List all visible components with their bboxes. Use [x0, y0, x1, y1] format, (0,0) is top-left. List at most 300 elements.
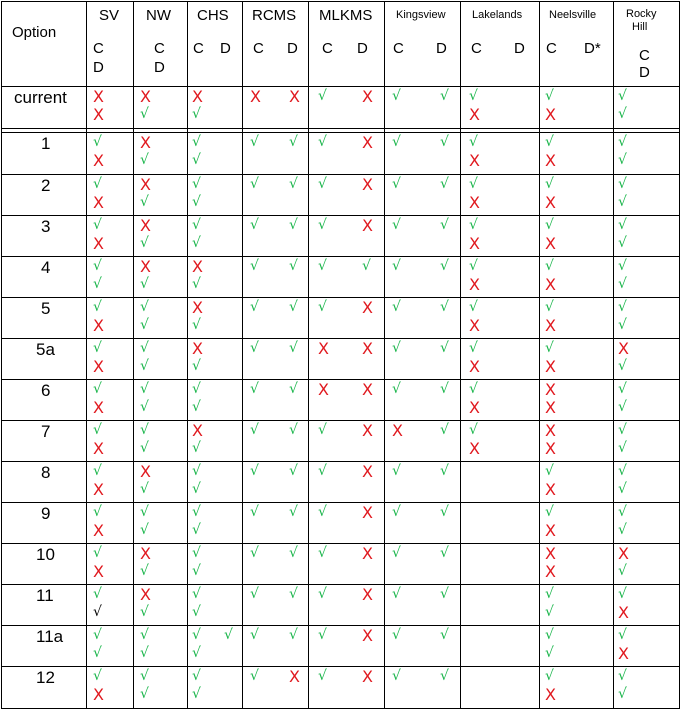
check-mark: √	[93, 422, 102, 438]
row-divider	[1, 297, 680, 298]
check-mark: √	[392, 299, 401, 315]
check-mark: √	[192, 463, 201, 479]
check-mark: √	[618, 399, 627, 415]
check-mark: √	[618, 504, 627, 520]
check-mark: √	[93, 604, 102, 620]
check-mark: √	[93, 668, 102, 684]
check-mark: √	[140, 563, 149, 579]
check-mark: √	[289, 217, 298, 233]
x-mark: X	[362, 87, 373, 106]
c-subheader: C	[471, 40, 482, 57]
check-mark: √	[618, 422, 627, 438]
x-mark: X	[469, 398, 480, 417]
check-mark: √	[618, 440, 627, 456]
check-mark: √	[93, 586, 102, 602]
column-divider	[679, 1, 680, 709]
check-mark: √	[192, 358, 201, 374]
check-mark: √	[192, 176, 201, 192]
check-mark: √	[192, 381, 201, 397]
check-mark: √	[289, 340, 298, 356]
x-mark: X	[140, 585, 151, 604]
x-mark: X	[545, 562, 556, 581]
x-mark: X	[192, 421, 203, 440]
check-mark: √	[192, 276, 201, 292]
check-mark: √	[469, 381, 478, 397]
check-mark: √	[440, 176, 449, 192]
x-mark: X	[618, 544, 629, 563]
x-mark: X	[93, 398, 104, 417]
school-header: Rocky	[626, 8, 657, 20]
check-mark: √	[618, 317, 627, 333]
check-mark: √	[392, 340, 401, 356]
check-mark: √	[140, 152, 149, 168]
x-mark: X	[469, 151, 480, 170]
check-mark: √	[289, 627, 298, 643]
check-mark: √	[192, 194, 201, 210]
option-label: current	[14, 88, 67, 107]
check-mark: √	[93, 627, 102, 643]
check-mark: √	[192, 235, 201, 251]
check-mark: √	[440, 668, 449, 684]
check-mark: √	[362, 258, 371, 274]
x-mark: X	[93, 151, 104, 170]
d-subheader: D	[514, 40, 525, 57]
check-mark: √	[440, 627, 449, 643]
check-mark: √	[140, 481, 149, 497]
check-mark: √	[545, 504, 554, 520]
row-divider	[1, 174, 680, 175]
x-mark: X	[362, 626, 373, 645]
check-mark: √	[250, 627, 259, 643]
x-mark: X	[192, 298, 203, 317]
check-mark: √	[318, 299, 327, 315]
x-mark: X	[469, 193, 480, 212]
check-mark: √	[392, 586, 401, 602]
c-subheader: C	[253, 40, 264, 57]
check-mark: √	[224, 627, 233, 643]
check-mark: √	[250, 299, 259, 315]
check-mark: √	[192, 317, 201, 333]
check-mark: √	[618, 258, 627, 274]
c-subheader: C	[93, 40, 104, 57]
check-mark: √	[93, 134, 102, 150]
row-divider	[1, 1, 680, 2]
check-mark: √	[545, 134, 554, 150]
x-mark: X	[93, 316, 104, 335]
option-header: Option	[12, 24, 57, 41]
x-mark: X	[289, 667, 300, 686]
d-subheader: D	[154, 59, 165, 76]
check-mark: √	[93, 504, 102, 520]
x-mark: X	[545, 398, 556, 417]
row-divider	[1, 666, 680, 667]
column-divider	[539, 1, 540, 709]
check-mark: √	[318, 668, 327, 684]
check-mark: √	[618, 152, 627, 168]
option-label: 9	[41, 504, 51, 523]
check-mark: √	[250, 463, 259, 479]
column-divider	[133, 1, 134, 709]
x-mark: X	[140, 87, 151, 106]
x-mark: X	[618, 339, 629, 358]
check-mark: √	[440, 258, 449, 274]
school-header: SV	[99, 7, 120, 24]
row-divider	[1, 379, 680, 380]
check-mark: √	[192, 106, 201, 122]
x-mark: X	[318, 380, 329, 399]
check-mark: √	[289, 381, 298, 397]
check-mark: √	[192, 134, 201, 150]
x-mark: X	[93, 439, 104, 458]
c-subheader: C	[322, 40, 333, 57]
option-label: 7	[41, 422, 51, 441]
column-divider	[1, 1, 2, 709]
check-mark: √	[93, 299, 102, 315]
option-label: 4	[41, 258, 51, 277]
x-mark: X	[469, 357, 480, 376]
row-divider	[1, 584, 680, 585]
x-mark: X	[545, 193, 556, 212]
check-mark: √	[618, 586, 627, 602]
check-mark: √	[469, 176, 478, 192]
c-subheader: C	[639, 47, 650, 64]
x-mark: X	[289, 87, 300, 106]
check-mark: √	[618, 276, 627, 292]
check-mark: √	[545, 299, 554, 315]
check-mark: √	[140, 235, 149, 251]
check-mark: √	[545, 586, 554, 602]
check-mark: √	[440, 545, 449, 561]
x-mark: X	[362, 216, 373, 235]
x-mark: X	[140, 216, 151, 235]
check-mark: √	[440, 586, 449, 602]
check-mark: √	[289, 504, 298, 520]
check-mark: √	[618, 217, 627, 233]
check-mark: √	[469, 299, 478, 315]
check-mark: √	[140, 399, 149, 415]
check-mark: √	[618, 299, 627, 315]
check-mark: √	[250, 668, 259, 684]
option-label: 8	[41, 463, 51, 482]
c-subheader: C	[393, 40, 404, 57]
row-divider	[1, 502, 680, 503]
check-mark: √	[318, 422, 327, 438]
check-mark: √	[250, 504, 259, 520]
check-mark: √	[545, 604, 554, 620]
check-mark: √	[318, 586, 327, 602]
check-mark: √	[93, 176, 102, 192]
x-mark: X	[362, 133, 373, 152]
check-mark: √	[618, 194, 627, 210]
check-mark: √	[250, 134, 259, 150]
d-subheader: D*	[584, 40, 601, 57]
check-mark: √	[192, 522, 201, 538]
check-mark: √	[440, 504, 449, 520]
school-header: Hill	[632, 21, 648, 33]
option-label: 3	[41, 217, 51, 236]
check-mark: √	[618, 358, 627, 374]
check-mark: √	[545, 668, 554, 684]
x-mark: X	[362, 544, 373, 563]
row-divider	[1, 625, 680, 626]
x-mark: X	[545, 544, 556, 563]
check-mark: √	[440, 381, 449, 397]
check-mark: √	[140, 504, 149, 520]
x-mark: X	[469, 316, 480, 335]
check-mark: √	[140, 340, 149, 356]
x-mark: X	[545, 316, 556, 335]
x-mark: X	[362, 585, 373, 604]
check-mark: √	[618, 627, 627, 643]
x-mark: X	[192, 339, 203, 358]
check-mark: √	[618, 463, 627, 479]
check-mark: √	[392, 381, 401, 397]
check-mark: √	[140, 194, 149, 210]
x-mark: X	[362, 339, 373, 358]
check-mark: √	[140, 645, 149, 661]
option-label: 10	[36, 545, 55, 564]
check-mark: √	[469, 217, 478, 233]
check-mark: √	[140, 106, 149, 122]
option-label: 5a	[36, 340, 55, 359]
check-mark: √	[192, 604, 201, 620]
check-mark: √	[440, 422, 449, 438]
check-mark: √	[618, 106, 627, 122]
check-mark: √	[545, 217, 554, 233]
check-mark: √	[140, 522, 149, 538]
check-mark: √	[318, 217, 327, 233]
check-mark: √	[140, 358, 149, 374]
check-mark: √	[618, 235, 627, 251]
x-mark: X	[545, 151, 556, 170]
row-divider	[1, 420, 680, 421]
check-mark: √	[545, 176, 554, 192]
check-mark: √	[618, 88, 627, 104]
check-mark: √	[140, 299, 149, 315]
check-mark: √	[250, 340, 259, 356]
x-mark: X	[362, 667, 373, 686]
x-mark: X	[618, 603, 629, 622]
x-mark: X	[545, 234, 556, 253]
x-mark: X	[318, 339, 329, 358]
check-mark: √	[140, 381, 149, 397]
school-header: NW	[146, 7, 171, 24]
x-mark: X	[545, 480, 556, 499]
school-header: RCMS	[252, 7, 297, 24]
check-mark: √	[192, 586, 201, 602]
check-mark: √	[440, 299, 449, 315]
check-mark: √	[318, 176, 327, 192]
x-mark: X	[469, 439, 480, 458]
check-mark: √	[192, 399, 201, 415]
check-mark: √	[140, 276, 149, 292]
option-label: 12	[36, 668, 55, 687]
check-mark: √	[469, 134, 478, 150]
check-mark: √	[93, 545, 102, 561]
check-mark: √	[392, 258, 401, 274]
school-header: MLKMS	[319, 7, 373, 24]
row-divider	[1, 708, 680, 709]
check-mark: √	[392, 176, 401, 192]
x-mark: X	[93, 234, 104, 253]
x-mark: X	[140, 133, 151, 152]
row-divider	[1, 128, 680, 129]
check-mark: √	[618, 481, 627, 497]
check-mark: √	[440, 463, 449, 479]
x-mark: X	[362, 421, 373, 440]
x-mark: X	[545, 685, 556, 704]
row-divider	[1, 338, 680, 339]
x-mark: X	[362, 175, 373, 194]
check-mark: √	[93, 258, 102, 274]
c-subheader: C	[546, 40, 557, 57]
check-mark: √	[545, 340, 554, 356]
check-mark: √	[440, 134, 449, 150]
check-mark: √	[140, 422, 149, 438]
column-divider	[242, 1, 243, 709]
check-mark: √	[392, 545, 401, 561]
check-mark: √	[250, 176, 259, 192]
check-mark: √	[545, 258, 554, 274]
row-divider	[1, 215, 680, 216]
x-mark: X	[362, 462, 373, 481]
check-mark: √	[318, 258, 327, 274]
x-mark: X	[362, 380, 373, 399]
x-mark: X	[362, 503, 373, 522]
x-mark: X	[192, 87, 203, 106]
x-mark: X	[93, 685, 104, 704]
option-label: 2	[41, 176, 51, 195]
school-header: Kingsview	[396, 9, 446, 21]
column-divider	[460, 1, 461, 709]
check-mark: √	[192, 668, 201, 684]
check-mark: √	[93, 645, 102, 661]
x-mark: X	[192, 257, 203, 276]
check-mark: √	[250, 217, 259, 233]
check-mark: √	[289, 176, 298, 192]
check-mark: √	[192, 563, 201, 579]
check-mark: √	[618, 176, 627, 192]
check-mark: √	[545, 627, 554, 643]
x-mark: X	[618, 644, 629, 663]
column-divider	[384, 1, 385, 709]
check-mark: √	[440, 340, 449, 356]
d-subheader: D	[639, 64, 650, 81]
check-mark: √	[289, 586, 298, 602]
check-mark: √	[140, 668, 149, 684]
option-label: 6	[41, 381, 51, 400]
check-mark: √	[250, 258, 259, 274]
check-mark: √	[545, 645, 554, 661]
x-mark: X	[140, 462, 151, 481]
option-label: 1	[41, 134, 51, 153]
check-mark: √	[618, 134, 627, 150]
check-mark: √	[192, 545, 201, 561]
check-mark: √	[192, 481, 201, 497]
row-divider	[1, 132, 680, 133]
option-label: 11a	[36, 627, 64, 646]
x-mark: X	[469, 234, 480, 253]
check-mark: √	[618, 522, 627, 538]
x-mark: X	[93, 357, 104, 376]
x-mark: X	[392, 421, 403, 440]
x-mark: X	[93, 562, 104, 581]
check-mark: √	[469, 422, 478, 438]
check-mark: √	[392, 627, 401, 643]
check-mark: √	[93, 340, 102, 356]
check-mark: √	[469, 88, 478, 104]
check-mark: √	[392, 217, 401, 233]
check-mark: √	[618, 381, 627, 397]
row-divider	[1, 461, 680, 462]
check-mark: √	[289, 422, 298, 438]
x-mark: X	[469, 105, 480, 124]
row-divider	[1, 543, 680, 544]
option-label: 5	[41, 299, 51, 318]
x-mark: X	[545, 439, 556, 458]
x-mark: X	[545, 421, 556, 440]
check-mark: √	[469, 258, 478, 274]
x-mark: X	[140, 257, 151, 276]
check-mark: √	[618, 668, 627, 684]
check-mark: √	[250, 422, 259, 438]
check-mark: √	[140, 686, 149, 702]
check-mark: √	[289, 134, 298, 150]
x-mark: X	[93, 87, 104, 106]
d-subheader: D	[220, 40, 231, 57]
check-mark: √	[140, 604, 149, 620]
check-mark: √	[545, 463, 554, 479]
check-mark: √	[392, 668, 401, 684]
x-mark: X	[93, 480, 104, 499]
row-divider	[1, 256, 680, 257]
check-mark: √	[440, 217, 449, 233]
check-mark: √	[545, 88, 554, 104]
check-mark: √	[618, 686, 627, 702]
check-mark: √	[93, 381, 102, 397]
c-subheader: C	[193, 40, 204, 57]
check-mark: √	[392, 88, 401, 104]
check-mark: √	[192, 645, 201, 661]
check-mark: √	[392, 134, 401, 150]
check-mark: √	[318, 627, 327, 643]
check-mark: √	[93, 276, 102, 292]
check-mark: √	[392, 463, 401, 479]
check-mark: √	[318, 545, 327, 561]
check-mark: √	[289, 545, 298, 561]
x-mark: X	[545, 380, 556, 399]
check-mark: √	[250, 381, 259, 397]
x-mark: X	[140, 544, 151, 563]
check-mark: √	[192, 504, 201, 520]
x-mark: X	[250, 87, 261, 106]
check-mark: √	[192, 440, 201, 456]
option-label: 11	[36, 586, 54, 605]
check-mark: √	[289, 463, 298, 479]
check-mark: √	[192, 217, 201, 233]
x-mark: X	[93, 105, 104, 124]
check-mark: √	[318, 88, 327, 104]
check-mark: √	[318, 134, 327, 150]
c-subheader: C	[154, 40, 165, 57]
check-mark: √	[618, 563, 627, 579]
check-mark: √	[469, 340, 478, 356]
d-subheader: D	[436, 40, 447, 57]
d-subheader: D	[93, 59, 104, 76]
check-mark: √	[93, 217, 102, 233]
x-mark: X	[545, 357, 556, 376]
check-mark: √	[192, 152, 201, 168]
